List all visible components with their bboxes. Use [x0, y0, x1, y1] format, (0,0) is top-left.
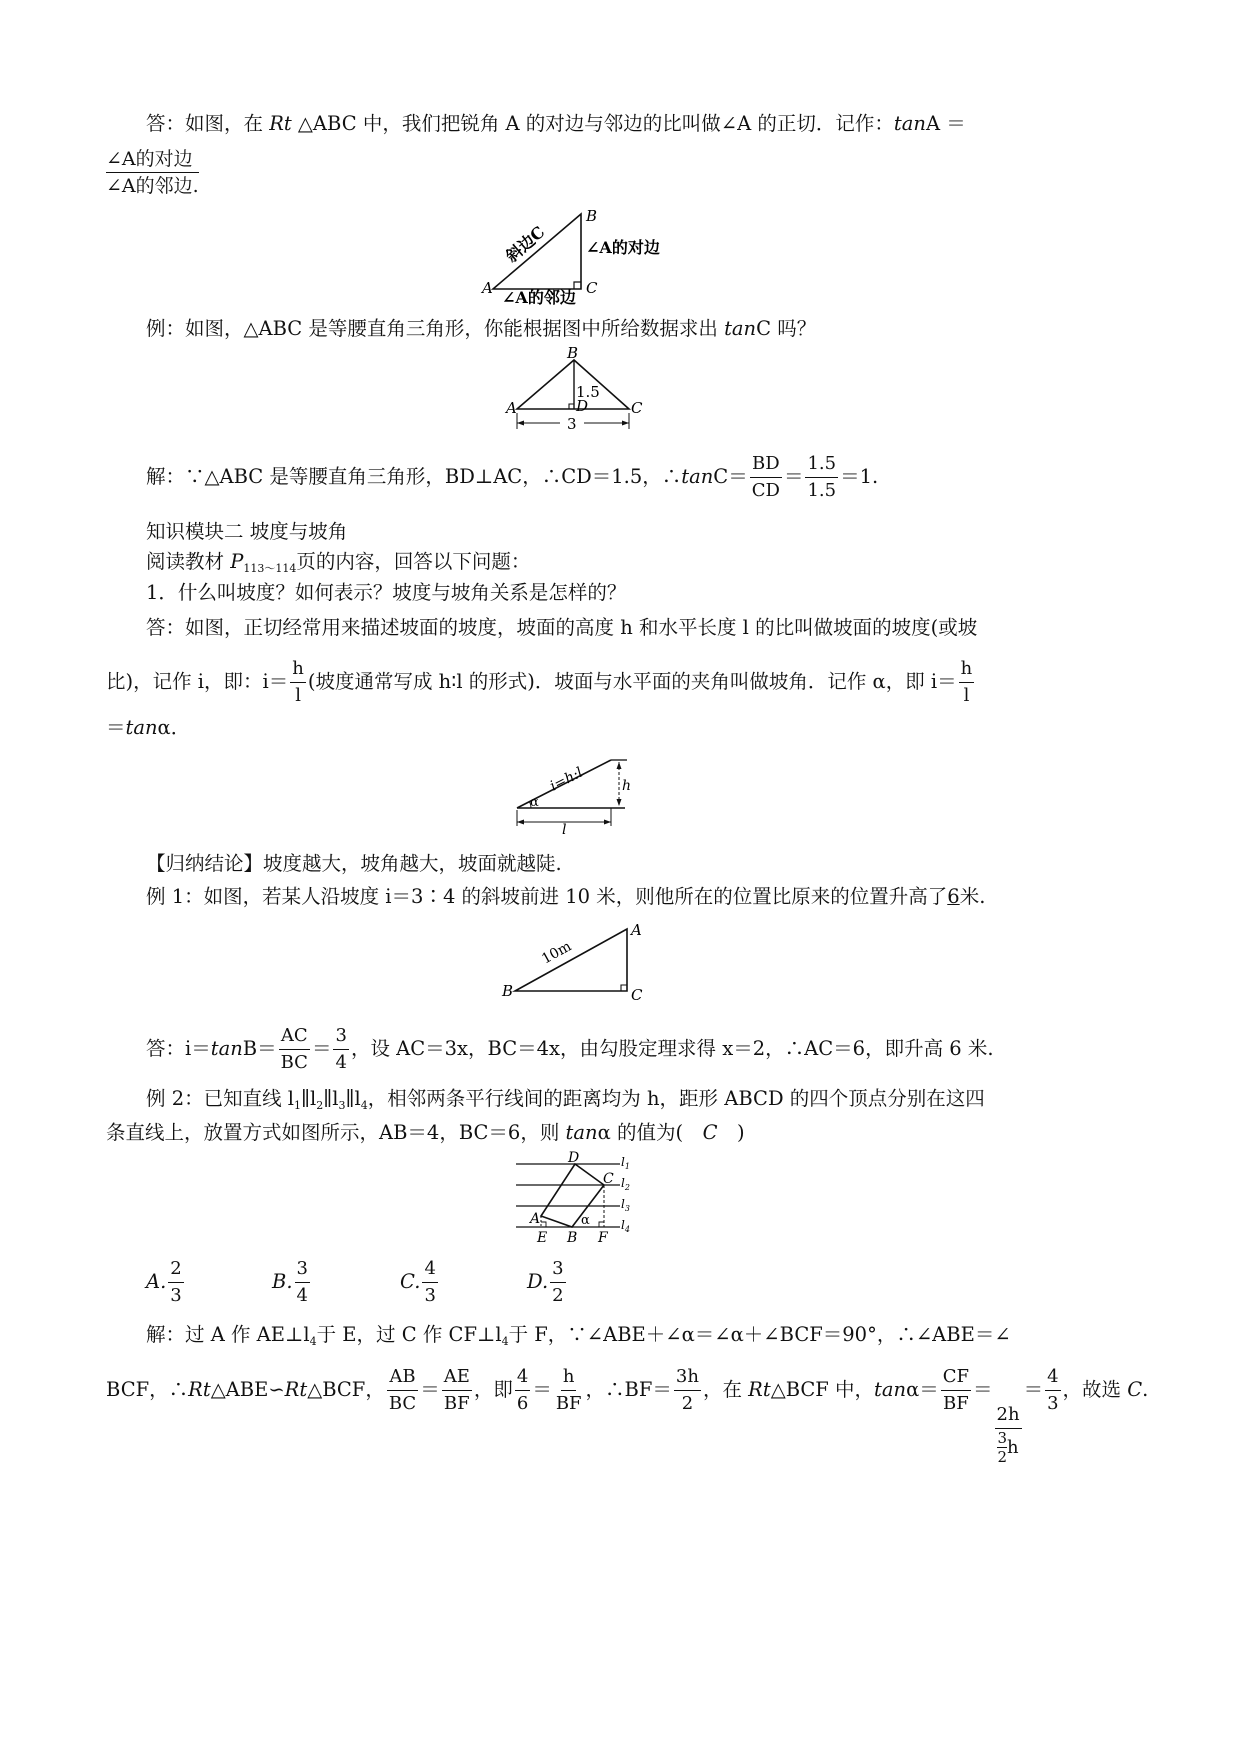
vertex-c: C [631, 399, 643, 417]
answer-line-1: 答：如图，正切经常用来描述坡面的坡度，坡面的高度 h 和水平长度 l 的比叫做坡面的坡度(或坡 [146, 616, 978, 639]
example-1-answer: 答：i＝tanB＝ $\frac{AC}{BC}$ ＝ $\frac{3}{4}$ ，设 AC＝3x，BC＝4x，由勾股定理求得 x＝2，∴AC＝6，即升高 6 米. [146, 1025, 994, 1073]
right-triangle-figure [480, 205, 680, 305]
reading-instruction: 阅读教材 $P_{113\sim 114}$页的内容，回答以下问题： [146, 550, 531, 575]
alpha-label: α [530, 795, 539, 810]
vertex-a: A [631, 921, 642, 939]
question-1: 1．什么叫坡度？如何表示？坡度与坡角关系是怎样的？ [146, 581, 627, 604]
example-solution: 解：∵△ABC 是等腰直角三角形，BD⊥AC，∴CD＝1.5，∴tanC＝ $\frac{BD}{CD}$ ＝ $\frac{1.5}{1.5}$ ＝1. [146, 453, 879, 501]
vertex-b: B [586, 207, 598, 225]
opposite-label: ∠A的对边 [586, 238, 660, 257]
vertex-c: C [603, 1171, 614, 1187]
example-2-line-1: 例 2：已知直线 $l_1\parallel l_2\parallel l_3\parallel l_4$，相邻两条平行线间的距离均为 h，距形 ABCD 的四个顶点分别在这四 [146, 1087, 985, 1112]
solution-line-2: BCF，∴Rt△ABE∽Rt△BCF， $\frac{AB}{BC}$ ＝ $\frac{AE}{BF}$ ，即 $\frac{4}{6}$ ＝ $\frac{h}{BF}$ ，∴BF＝ $\frac{3h}{2}$ ，在 Rt△BCF 中，tanα＝ $\frac{CF}{BF}$ ＝ 2h 3 2 h ＝ $\frac{4}{3}$ ，故选 C. [106, 1366, 1149, 1466]
option-c: C. $\frac{4}{3}$ [400, 1258, 436, 1306]
l-label: l [562, 822, 567, 838]
isosceles-triangle-figure [500, 345, 660, 435]
option-b: B. $\frac{3}{4}$ [272, 1258, 308, 1306]
vertex-d: D [568, 1150, 580, 1166]
slope-label: i=h:l [547, 764, 586, 795]
conclusion: 【归纳结论】坡度越大，坡角越大，坡面就越陡. [146, 852, 562, 875]
definition-line: 答：如图，在 Rt △ABC 中，我们把锐角 A 的对边与邻边的比叫做∠A 的正切．记作：tanA ＝ [146, 112, 966, 135]
parallel-lines-rectangle-figure [510, 1150, 650, 1245]
height-label: 1.5 [576, 383, 600, 401]
line-l3-label: $l_3$ [621, 1197, 630, 1213]
length-label: 10m [539, 938, 575, 968]
example-1: 例 1：如图，若某人沿坡度 i＝3∶4 的斜坡前进 10 米，则他所在的位置比原来的位置升高了6米. [146, 885, 986, 908]
solution-line-1: 解：过 A 作 $AE\perp l_4$于 E，过 C 作 $CF\perp l_4$于 F，∵∠ABE＋∠α＝∠α＋∠BCF＝90°，∴∠ABE＝∠ [146, 1323, 1011, 1348]
answer-line-3: ＝tanα． [106, 716, 191, 739]
point-f: F [598, 1230, 608, 1246]
vertex-b: B [502, 982, 514, 1000]
line-l2-label: $l_2$ [621, 1176, 630, 1192]
option-d: D. $\frac{3}{2}$ [527, 1258, 564, 1306]
vertex-c: C [631, 986, 643, 1004]
alpha-label: α [581, 1213, 590, 1228]
example-2-line-2: 条直线上，放置方式如图所示，AB＝4，BC＝6，则 tanα 的值为( C ) [106, 1121, 745, 1144]
slope-triangle-figure [500, 920, 660, 1010]
option-a: A. $\frac{2}{3}$ [146, 1258, 182, 1306]
hypotenuse-label: 斜边C [502, 222, 549, 267]
slope-figure [505, 752, 645, 842]
example-question: 例：如图，△ABC 是等腰直角三角形，你能根据图中所给数据求出 tanC 吗？ [146, 317, 817, 340]
vertex-d: D [576, 397, 589, 415]
answer-line-2: 比)，记作 i，即：i＝ $\frac{h}{l}$ (坡度通常写成 h∶l 的形式)．坡面与水平面的夹角叫做坡角．记作 α，即 i＝ $\frac{h}{l}$ [106, 658, 973, 706]
h-label: h [622, 778, 632, 794]
vertex-b: B [567, 1230, 578, 1246]
line-l4-label: $l_4$ [621, 1218, 630, 1234]
line-l1-label: $l_1$ [621, 1155, 630, 1171]
section-heading: 知识模块二 坡度与坡角 [146, 520, 348, 543]
vertex-a: A [482, 279, 493, 297]
point-e: E [537, 1230, 548, 1246]
base-label: 3 [567, 415, 577, 433]
vertex-a: A [530, 1211, 541, 1227]
adjacent-label: ∠A的邻边 [502, 288, 576, 307]
vertex-b: B [567, 344, 579, 362]
vertex-a: A [506, 399, 517, 417]
vertex-c: C [586, 279, 598, 297]
tan-definition-fraction: ∠A的对边 ∠A的邻边. [106, 148, 199, 197]
